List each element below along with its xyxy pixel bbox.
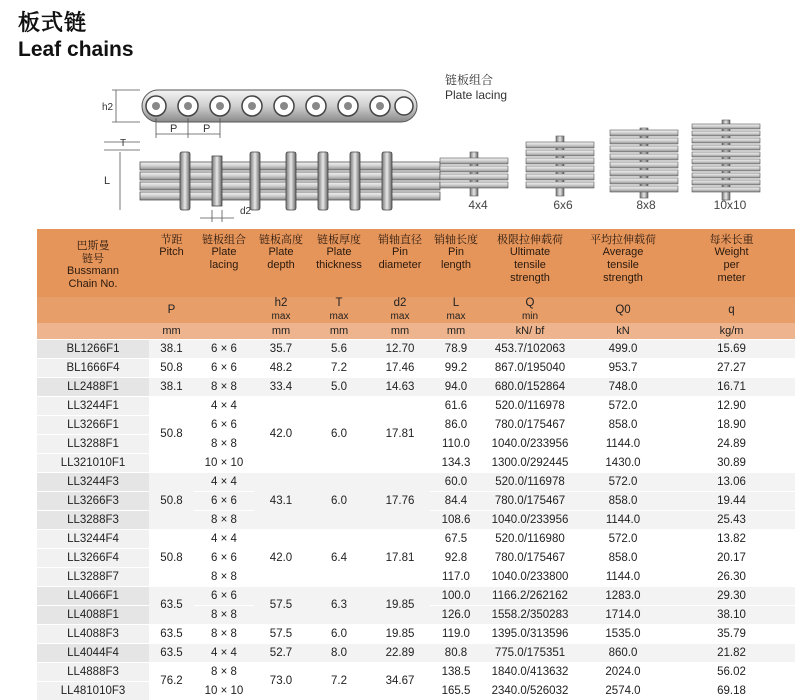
average-strength-cell: 572.0 [578, 530, 668, 549]
symbol-cell: q [668, 297, 795, 323]
plate-lacing-cell: 4 × 4 [194, 473, 254, 492]
ultimate-strength-cell: 780.0/175467 [482, 492, 578, 511]
table-row [37, 359, 795, 378]
ultimate-strength-cell: 1040.0/233956 [482, 435, 578, 454]
plate-lacing-cell: 8 × 8 [194, 511, 254, 530]
weight-cell: 26.30 [668, 568, 795, 587]
plate-lacing-cell: 6 × 6 [194, 359, 254, 378]
weight-cell: 13.82 [668, 530, 795, 549]
spec-table [37, 229, 795, 700]
pin-length-cell: 126.0 [430, 606, 482, 625]
lacing-label-8x8: 8x8 [616, 198, 676, 212]
ultimate-strength-cell: 1300.0/292445 [482, 454, 578, 473]
unit-cell: kg/m [668, 323, 795, 340]
lacing-title [445, 73, 507, 103]
symbol-cell: h2 max [254, 297, 308, 323]
pin-diameter-cell: 17.81 [370, 530, 430, 587]
plate-depth-cell: 57.5 [254, 587, 308, 625]
plate-depth-cell: 48.2 [254, 359, 308, 378]
header-cell: 平均拉伸载荷 Average tensile strength [578, 229, 668, 297]
pin-length-cell: 134.3 [430, 454, 482, 473]
pin-length-cell: 80.8 [430, 644, 482, 663]
plate-depth-cell: 42.0 [254, 397, 308, 473]
unit-cell [194, 323, 254, 340]
dim-d2-label: d2 [240, 206, 252, 217]
dim-t-label: T [120, 138, 126, 149]
average-strength-cell: 860.0 [578, 644, 668, 663]
plate-depth-cell: 52.7 [254, 644, 308, 663]
chain-number-cell: BL1266F1 [37, 340, 149, 359]
header-cell: 极限拉伸载荷 Ultimate tensile strength [482, 229, 578, 297]
weight-cell: 21.82 [668, 644, 795, 663]
unit-cell: kN/ bf [482, 323, 578, 340]
average-strength-cell: 2574.0 [578, 682, 668, 700]
pin-diameter-cell: 14.63 [370, 378, 430, 397]
header-cell: 链板厚度 Plate thickness [308, 229, 370, 297]
plate-thickness-cell: 7.2 [308, 663, 370, 700]
plate-thickness-cell: 7.2 [308, 359, 370, 378]
weight-cell: 35.79 [668, 625, 795, 644]
chain-number-cell: LL3288F3 [37, 511, 149, 530]
plate-lacing-cell: 6 × 6 [194, 492, 254, 511]
ultimate-strength-cell: 520.0/116980 [482, 530, 578, 549]
ultimate-strength-cell: 453.7/102063 [482, 340, 578, 359]
weight-cell: 27.27 [668, 359, 795, 378]
plate-depth-cell: 35.7 [254, 340, 308, 359]
plate-lacing-cell: 8 × 8 [194, 606, 254, 625]
plate-thickness-cell: 5.6 [308, 340, 370, 359]
symbol-row [37, 297, 795, 323]
plate-thickness-cell: 6.0 [308, 473, 370, 530]
plate-lacing-cell: 6 × 6 [194, 549, 254, 568]
chain-number-cell: LL321010F1 [37, 454, 149, 473]
ultimate-strength-cell: 680.0/152864 [482, 378, 578, 397]
lacing-10x10-icon [692, 120, 760, 200]
title-english: Leaf chains [18, 38, 134, 62]
unit-cell: mm [149, 323, 194, 340]
dim-h2-label: h2 [102, 102, 114, 113]
pin-diameter-cell: 19.85 [370, 625, 430, 644]
chain-number-cell: LL3288F1 [37, 435, 149, 454]
pin-length-cell: 119.0 [430, 625, 482, 644]
unit-row [37, 323, 795, 340]
weight-cell: 56.02 [668, 663, 795, 682]
average-strength-cell: 953.7 [578, 359, 668, 378]
plate-thickness-cell: 6.0 [308, 397, 370, 473]
dim-p-label-1: P [170, 123, 177, 135]
unit-cell: mm [430, 323, 482, 340]
pin-length-cell: 138.5 [430, 663, 482, 682]
unit-cell: mm [308, 323, 370, 340]
plate-depth-cell: 73.0 [254, 663, 308, 700]
chain-number-cell: LL3288F7 [37, 568, 149, 587]
pin-length-cell: 117.0 [430, 568, 482, 587]
pin-diameter-cell: 17.81 [370, 397, 430, 473]
header-cell: 节距 Pitch [149, 229, 194, 297]
unit-cell: mm [370, 323, 430, 340]
table-row [37, 625, 795, 644]
header-cell: 销轴直径 Pin diameter [370, 229, 430, 297]
lacing-label-4x4: 4x4 [448, 198, 508, 212]
pin-diameter-cell: 12.70 [370, 340, 430, 359]
symbol-cell: Q0 [578, 297, 668, 323]
lacing-label-6x6: 6x6 [533, 198, 593, 212]
pin-length-cell: 108.6 [430, 511, 482, 530]
lacing-label-10x10: 10x10 [700, 198, 760, 212]
weight-cell: 25.43 [668, 511, 795, 530]
chain-number-cell: LL4888F3 [37, 663, 149, 682]
pitch-cell: 63.5 [149, 587, 194, 625]
plate-thickness-cell: 6.3 [308, 587, 370, 625]
lacing-4x4-icon [440, 152, 508, 196]
chain-number-cell: LL4088F1 [37, 606, 149, 625]
chain-number-cell: LL3244F3 [37, 473, 149, 492]
pin-diameter-cell: 34.67 [370, 663, 430, 700]
average-strength-cell: 1714.0 [578, 606, 668, 625]
plate-thickness-cell: 6.4 [308, 530, 370, 587]
plate-lacing-cell: 10 × 10 [194, 454, 254, 473]
plate-lacing-cell: 6 × 6 [194, 587, 254, 606]
ultimate-strength-cell: 780.0/175467 [482, 549, 578, 568]
plate-lacing-cell: 8 × 8 [194, 378, 254, 397]
average-strength-cell: 858.0 [578, 549, 668, 568]
plate-lacing-cell: 8 × 8 [194, 568, 254, 587]
plate-lacing-cell: 8 × 8 [194, 625, 254, 644]
symbol-cell: d2 max [370, 297, 430, 323]
ultimate-strength-cell: 775.0/175351 [482, 644, 578, 663]
chain-number-cell: LL3244F1 [37, 397, 149, 416]
chain-number-cell: LL3244F4 [37, 530, 149, 549]
plate-depth-cell: 57.5 [254, 625, 308, 644]
weight-cell: 15.69 [668, 340, 795, 359]
header-cell: 巴斯曼 链号 Bussmann Chain No. [37, 229, 149, 297]
plate-lacing-cell: 4 × 4 [194, 644, 254, 663]
pin-length-cell: 92.8 [430, 549, 482, 568]
dim-l-label: L [104, 175, 110, 187]
chain-number-cell: LL3266F4 [37, 549, 149, 568]
pin-length-cell: 78.9 [430, 340, 482, 359]
pin-length-cell: 94.0 [430, 378, 482, 397]
chain-top-view [104, 138, 440, 222]
table-row [37, 473, 795, 492]
ultimate-strength-cell: 520.0/116978 [482, 473, 578, 492]
pin-length-cell: 84.4 [430, 492, 482, 511]
pitch-cell: 50.8 [149, 530, 194, 587]
weight-cell: 13.06 [668, 473, 795, 492]
average-strength-cell: 499.0 [578, 340, 668, 359]
lacing-title-cn: 链板组合 [445, 73, 507, 88]
pitch-cell: 63.5 [149, 644, 194, 663]
pin-length-cell: 99.2 [430, 359, 482, 378]
header-row [37, 229, 795, 297]
table-row [37, 644, 795, 663]
pitch-cell: 50.8 [149, 397, 194, 473]
header-cell: 链板高度 Plate depth [254, 229, 308, 297]
unit-cell [37, 323, 149, 340]
weight-cell: 29.30 [668, 587, 795, 606]
symbol-cell: T max [308, 297, 370, 323]
chain-number-cell: LL481010F3 [37, 682, 149, 700]
chain-number-cell: LL3266F1 [37, 416, 149, 435]
pin-length-cell: 67.5 [430, 530, 482, 549]
average-strength-cell: 748.0 [578, 378, 668, 397]
pin-length-cell: 60.0 [430, 473, 482, 492]
plate-lacing-cell: 10 × 10 [194, 682, 254, 700]
weight-cell: 18.90 [668, 416, 795, 435]
table-row [37, 340, 795, 359]
weight-cell: 24.89 [668, 435, 795, 454]
pin-length-cell: 110.0 [430, 435, 482, 454]
lacing-6x6-icon [526, 136, 594, 196]
chain-number-cell: LL2488F1 [37, 378, 149, 397]
plate-lacing-cell: 4 × 4 [194, 397, 254, 416]
average-strength-cell: 1283.0 [578, 587, 668, 606]
lacing-8x8-icon [610, 128, 678, 198]
pin-length-cell: 86.0 [430, 416, 482, 435]
average-strength-cell: 1144.0 [578, 435, 668, 454]
chain-side-view [102, 90, 417, 138]
ultimate-strength-cell: 1040.0/233956 [482, 511, 578, 530]
dim-p-label-2: P [203, 123, 210, 135]
pitch-cell: 38.1 [149, 340, 194, 359]
plate-thickness-cell: 6.0 [308, 625, 370, 644]
symbol-cell [194, 297, 254, 323]
pitch-cell: 38.1 [149, 378, 194, 397]
header-cell: 每米长重 Weight per meter [668, 229, 795, 297]
table-row [37, 530, 795, 549]
header-cell: 链板组合 Plate lacing [194, 229, 254, 297]
average-strength-cell: 1144.0 [578, 511, 668, 530]
chain-number-cell: LL4066F1 [37, 587, 149, 606]
pin-diameter-cell: 19.85 [370, 587, 430, 625]
pin-diameter-cell: 22.89 [370, 644, 430, 663]
pitch-cell: 50.8 [149, 359, 194, 378]
weight-cell: 19.44 [668, 492, 795, 511]
average-strength-cell: 1535.0 [578, 625, 668, 644]
plate-lacing-cell: 8 × 8 [194, 435, 254, 454]
header-cell: 销轴长度 Pin length [430, 229, 482, 297]
unit-cell: kN [578, 323, 668, 340]
ultimate-strength-cell: 1040.0/233800 [482, 568, 578, 587]
average-strength-cell: 572.0 [578, 473, 668, 492]
table-row [37, 587, 795, 606]
chain-number-cell: LL4044F4 [37, 644, 149, 663]
symbol-cell: L max [430, 297, 482, 323]
plate-depth-cell: 43.1 [254, 473, 308, 530]
average-strength-cell: 858.0 [578, 492, 668, 511]
table-row [37, 397, 795, 416]
plate-thickness-cell: 8.0 [308, 644, 370, 663]
weight-cell: 38.10 [668, 606, 795, 625]
ultimate-strength-cell: 520.0/116978 [482, 397, 578, 416]
plate-lacing-cell: 4 × 4 [194, 530, 254, 549]
pin-diameter-cell: 17.46 [370, 359, 430, 378]
pitch-cell: 76.2 [149, 663, 194, 700]
ultimate-strength-cell: 780.0/175467 [482, 416, 578, 435]
weight-cell: 16.71 [668, 378, 795, 397]
title-chinese: 板式链 [18, 6, 87, 37]
pin-length-cell: 61.6 [430, 397, 482, 416]
ultimate-strength-cell: 2340.0/526032 [482, 682, 578, 700]
chain-number-cell: LL3266F3 [37, 492, 149, 511]
ultimate-strength-cell: 1395.0/313596 [482, 625, 578, 644]
symbol-cell: Q min [482, 297, 578, 323]
plate-thickness-cell: 5.0 [308, 378, 370, 397]
plate-lacing-cell: 6 × 6 [194, 416, 254, 435]
weight-cell: 30.89 [668, 454, 795, 473]
average-strength-cell: 2024.0 [578, 663, 668, 682]
weight-cell: 69.18 [668, 682, 795, 700]
pitch-cell: 50.8 [149, 473, 194, 530]
ultimate-strength-cell: 1558.2/350283 [482, 606, 578, 625]
pin-diameter-cell: 17.76 [370, 473, 430, 530]
symbol-cell: P [149, 297, 194, 323]
average-strength-cell: 858.0 [578, 416, 668, 435]
table-row [37, 663, 795, 682]
ultimate-strength-cell: 1840.0/413632 [482, 663, 578, 682]
symbol-cell [37, 297, 149, 323]
pin-length-cell: 100.0 [430, 587, 482, 606]
ultimate-strength-cell: 1166.2/262162 [482, 587, 578, 606]
average-strength-cell: 572.0 [578, 397, 668, 416]
chain-number-cell: LL4088F3 [37, 625, 149, 644]
plate-depth-cell: 42.0 [254, 530, 308, 587]
ultimate-strength-cell: 867.0/195040 [482, 359, 578, 378]
average-strength-cell: 1144.0 [578, 568, 668, 587]
plate-lacing-cell: 6 × 6 [194, 340, 254, 359]
chain-number-cell: BL1666F4 [37, 359, 149, 378]
plate-lacing-cell: 8 × 8 [194, 663, 254, 682]
plate-depth-cell: 33.4 [254, 378, 308, 397]
lacing-title-en: Plate lacing [445, 88, 507, 103]
table-row [37, 378, 795, 397]
pin-length-cell: 165.5 [430, 682, 482, 700]
unit-cell: mm [254, 323, 308, 340]
weight-cell: 20.17 [668, 549, 795, 568]
average-strength-cell: 1430.0 [578, 454, 668, 473]
weight-cell: 12.90 [668, 397, 795, 416]
pitch-cell: 63.5 [149, 625, 194, 644]
